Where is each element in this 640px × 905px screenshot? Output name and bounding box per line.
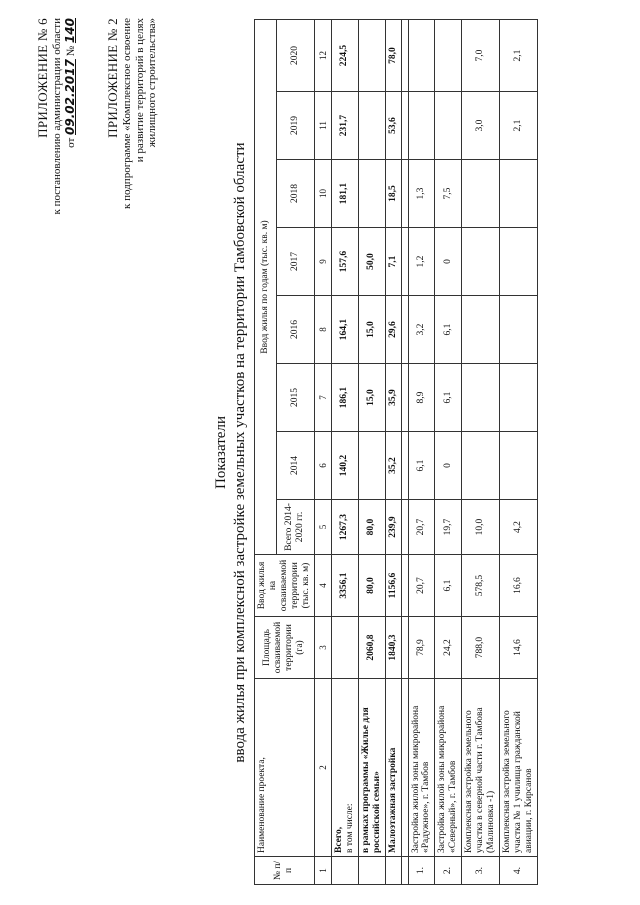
row-year: 7,5: [435, 160, 462, 228]
col-number: 3: [314, 617, 331, 679]
appendix-2-line-3: жилищного строительства»: [146, 18, 159, 148]
appendix-2-header: [106, 18, 159, 209]
row-num: 2.: [435, 857, 462, 885]
row-year: 6,1: [435, 364, 462, 432]
row-area: 24,2: [435, 617, 462, 679]
program-total: 80,0: [358, 500, 385, 555]
program-year: 15,0: [358, 364, 385, 432]
row-year: [408, 19, 435, 91]
low-rise-year: 35,2: [385, 432, 401, 500]
program-row: [358, 19, 385, 884]
column-number-row: [314, 19, 331, 884]
row-area: 78,9: [408, 617, 435, 679]
table-row: [408, 19, 435, 884]
row-year: [462, 432, 500, 500]
low-rise-area: 1840,3: [385, 617, 401, 679]
summary-year: 186,1: [331, 364, 358, 432]
handwritten-date: 09.02.2017: [62, 59, 77, 135]
table-row: [435, 19, 462, 884]
row-year: [500, 160, 538, 228]
row-year: [435, 92, 462, 160]
row-total: 10,0: [462, 500, 500, 555]
row-housing: 16,6: [500, 555, 538, 617]
row-area: 788,0: [462, 617, 500, 679]
row-housing: 6,1: [435, 555, 462, 617]
program-area: 2060,8: [358, 617, 385, 679]
program-housing: 80,0: [358, 555, 385, 617]
col-number: 6: [314, 432, 331, 500]
row-total: 4,2: [500, 500, 538, 555]
summary-year: 231,7: [331, 92, 358, 160]
col-number: 7: [314, 364, 331, 432]
low-rise-year: 35,9: [385, 364, 401, 432]
row-num: 3.: [462, 857, 500, 885]
row-area: 14,6: [500, 617, 538, 679]
row-name: Комплексная застройка земельного участка № 1 училища гражданской авиации, г. Кирсанов: [500, 679, 538, 857]
row-total: 20,7: [408, 500, 435, 555]
header-year: 2015: [277, 364, 314, 432]
summary-total: 1267,3: [331, 500, 358, 555]
appendix-6-header: [36, 18, 77, 215]
row-year: [500, 228, 538, 296]
row-year: 3,2: [408, 296, 435, 364]
appendix-2-title: ПРИЛОЖЕНИЕ № 2: [105, 18, 120, 138]
summary-housing: 3356,1: [331, 555, 358, 617]
row-num: 1.: [408, 857, 435, 885]
col-number: 11: [314, 92, 331, 160]
header-by-years: Ввод жилья по годам (тыс. кв. м): [255, 19, 277, 554]
row-year: 1,2: [408, 228, 435, 296]
row-housing: 578,5: [462, 555, 500, 617]
row-year: 7,0: [462, 19, 500, 91]
summary-year: 140,2: [331, 432, 358, 500]
header-area: Площадь осваиваемой территории (га): [255, 617, 315, 679]
indicators-table: [254, 20, 538, 885]
handwritten-number: 140: [62, 18, 77, 44]
header-num: № п/п: [255, 857, 315, 885]
row-year: 1,3: [408, 160, 435, 228]
header-year: 2019: [277, 92, 314, 160]
row-year: 2,1: [500, 92, 538, 160]
program-year: [358, 92, 385, 160]
row-year: [408, 92, 435, 160]
row-num: 4.: [500, 857, 538, 885]
low-rise-year: 53,6: [385, 92, 401, 160]
col-number: 4: [314, 555, 331, 617]
col-number: 5: [314, 500, 331, 555]
col-number: 8: [314, 296, 331, 364]
low-rise-year: 18,5: [385, 160, 401, 228]
summary-year: 181,1: [331, 160, 358, 228]
row-year: 6,1: [408, 432, 435, 500]
appendix-2-line-2: и развитие территорий в целях: [133, 18, 146, 163]
row-name: Застройка жилой зоны микрорайона «Радужное», г. Тамбов: [408, 679, 435, 857]
header-year: 2016: [277, 296, 314, 364]
title-line-1: Показатели: [213, 416, 229, 489]
ot-prefix: от: [64, 137, 77, 148]
table-row: [462, 19, 500, 884]
low-rise-name: Малоэтажная застройка: [385, 679, 401, 857]
col-number: 9: [314, 228, 331, 296]
row-total: 19,7: [435, 500, 462, 555]
table-row: [500, 19, 538, 884]
summary-total-row: [331, 19, 358, 884]
row-housing: 20,7: [408, 555, 435, 617]
header-year: 2020: [277, 19, 314, 91]
row-year: [462, 160, 500, 228]
low-rise-year: 7,1: [385, 228, 401, 296]
summary-year: 157,6: [331, 228, 358, 296]
program-year: [358, 160, 385, 228]
header-housing: Ввод жилья на осваиваемой территории (тыс. кв. м): [255, 555, 315, 617]
col-number: 12: [314, 19, 331, 91]
row-year: [500, 364, 538, 432]
row-year: 2,1: [500, 19, 538, 91]
row-year: [462, 296, 500, 364]
appendix-6-title: ПРИЛОЖЕНИЕ № 6: [35, 18, 50, 138]
header-total: Всего 2014-2020 гг.: [277, 500, 314, 555]
header-name: Наименование проекта,: [255, 679, 315, 857]
appendix-6-line: к постановлению администрации области: [50, 18, 63, 215]
col-number: 1: [314, 857, 331, 885]
appendix-2-line-1: к подпрограмме «Комплексное освоение: [120, 18, 133, 209]
row-year: [500, 296, 538, 364]
row-year: 8,9: [408, 364, 435, 432]
summary-total-label: Всего, в том числе:: [331, 679, 358, 857]
row-year: [462, 228, 500, 296]
summary-year: 164,1: [331, 296, 358, 364]
row-year: [500, 432, 538, 500]
no-prefix: №: [64, 45, 77, 57]
col-number: 10: [314, 160, 331, 228]
low-rise-year: 78,0: [385, 19, 401, 91]
title-line-2: ввода жилья при комплексной застройке земельных участков на территории Тамбовской области: [231, 142, 248, 763]
low-rise-row: [385, 19, 401, 884]
program-year: [358, 432, 385, 500]
program-year: 50,0: [358, 228, 385, 296]
row-year: 0: [435, 432, 462, 500]
header-year: 2017: [277, 228, 314, 296]
program-year: [358, 19, 385, 91]
low-rise-year: 29,6: [385, 296, 401, 364]
low-rise-total: 239,9: [385, 500, 401, 555]
col-number: 2: [314, 679, 331, 857]
row-name: Комплексная застройка земельного участка в северной части г. Тамбова (Малиновка -1): [462, 679, 500, 857]
row-year: 6,1: [435, 296, 462, 364]
low-rise-housing: 1156,6: [385, 555, 401, 617]
row-year: [462, 364, 500, 432]
row-year: 3,0: [462, 92, 500, 160]
program-year: 15,0: [358, 296, 385, 364]
summary-year: 224,5: [331, 19, 358, 91]
row-name: Застройка жилой зоны микрорайона «Северный», г. Тамбов: [435, 679, 462, 857]
document-title: [212, 0, 250, 905]
row-year: 0: [435, 228, 462, 296]
spacer-row: [401, 19, 408, 884]
header-year: 2014: [277, 432, 314, 500]
header-year: 2018: [277, 160, 314, 228]
row-year: [435, 19, 462, 91]
appendix-6-date-line: [64, 18, 78, 215]
program-name: в рамках программы «Жилье для российской семьи»: [358, 679, 385, 857]
